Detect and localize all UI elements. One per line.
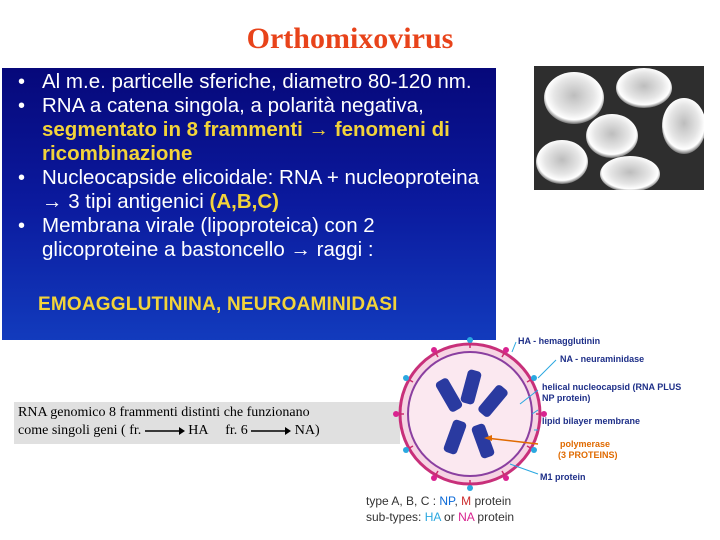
bullet-highlight: (A,B,C)	[209, 190, 279, 213]
note-box	[14, 402, 400, 444]
label-polymerase: polymerase	[560, 439, 611, 449]
label-m1: M1 protein	[540, 472, 586, 482]
bullet-text: RNA a catena singola, a polarità negativa,	[42, 94, 424, 117]
label-lipid: lipid bilayer membrane	[542, 416, 641, 426]
label-polymerase-2: (3 PROTEINS)	[558, 450, 618, 460]
bullet-dot-icon: •	[18, 95, 26, 117]
summary-box	[2, 68, 496, 340]
legend-row-1: type A, B, C : NP, M protein	[366, 494, 512, 508]
bullet-item	[12, 166, 490, 214]
label-ha: HA - hemagglutinin	[518, 336, 601, 346]
bullet-item	[12, 94, 490, 166]
note-line-1: RNA genomico 8 frammenti distinti che funzionano	[18, 405, 310, 420]
bullet-dot-icon: •	[18, 215, 26, 237]
electron-micrograph-image	[534, 66, 704, 190]
bullet-highlight: segmentato in 8 frammenti → fenomeni di ricombinazione	[42, 118, 450, 165]
label-na: NA - neuraminidase	[560, 354, 645, 364]
arrow-icon	[251, 427, 291, 435]
bullet-dot-icon: •	[18, 71, 26, 93]
bullet-dot-icon: •	[18, 167, 26, 189]
label-helical: helical nucleocapsid (RNA PLUS	[542, 382, 682, 392]
emphasis-text: EMOAGGLUTININA, NEUROAMINIDASI	[38, 294, 398, 315]
bullet-text: Membrana virale (lipoproteica) con 2 glicoproteine a bastoncello → raggi :	[42, 214, 375, 261]
note-line-2: come singoli geni ( fr. HA fr. 6 NA)	[18, 423, 320, 438]
bullet-list	[12, 70, 490, 262]
page-title: Orthomixovirus	[246, 22, 454, 55]
legend-row-2: sub-types: HA or NA protein	[366, 510, 515, 524]
bullet-item	[12, 214, 490, 262]
bullet-item	[12, 70, 490, 94]
virion-diagram	[360, 334, 720, 540]
label-helical-2: NP protein)	[542, 393, 591, 403]
bullet-text: Al m.e. particelle sferiche, diametro 80-120 nm.	[42, 70, 472, 93]
bullet-text: Nucleocapside elicoidale: RNA + nucleoproteina → 3 tipi antigenici	[42, 166, 480, 213]
arrow-icon	[145, 427, 185, 435]
